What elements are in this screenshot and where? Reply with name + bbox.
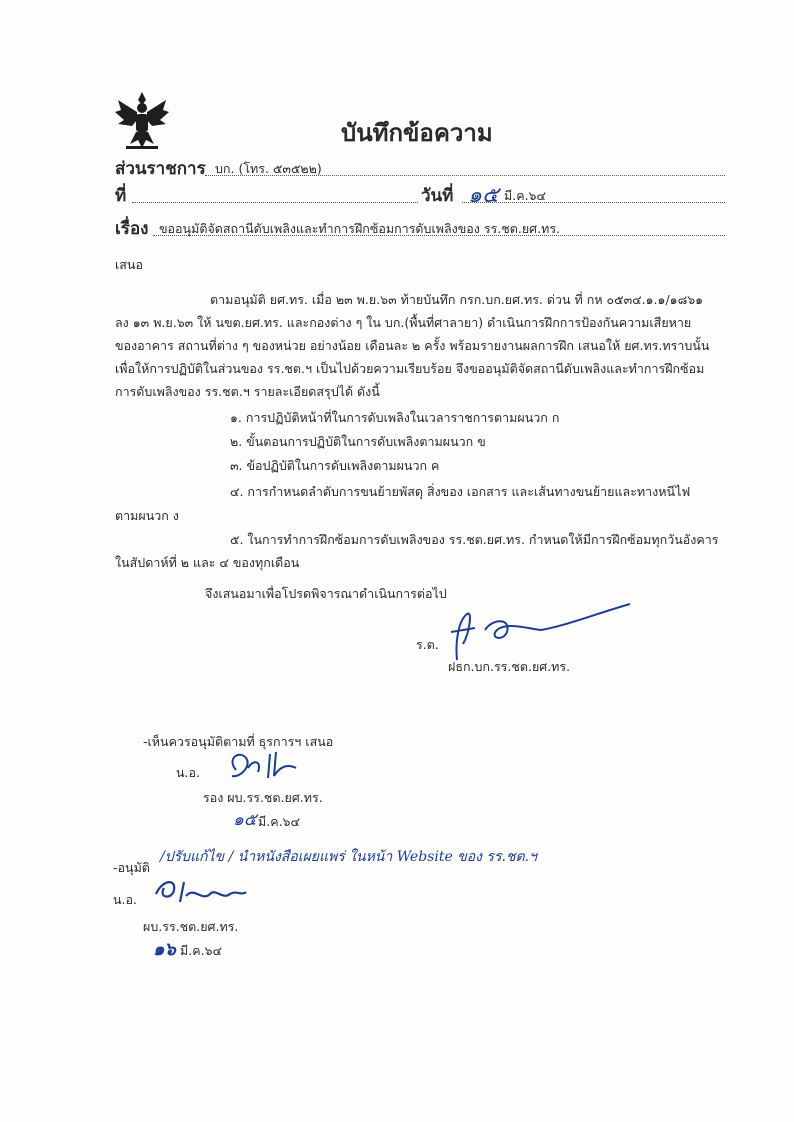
body-line-3: ของอาคาร สถานที่ต่าง ๆ ของหน่วย อย่างน้อย เดือนละ ๒ ครั้ง พร้อมรายงานผลการฝึก เสนอให้ ยศ.ทร.ทราบนั้น [115, 338, 710, 353]
body-line-2: ลง ๑๓ พ.ย.๖๓ ให้ นขต.ยศ.ทร. และกองต่าง ๆ ใน บก.(พื้นที่ศาลายา) ดำเนินการฝึกการป้องกันความเสียหาย [115, 315, 692, 330]
signature-3 [150, 872, 250, 910]
ref-label: ที่ [115, 186, 127, 206]
item-3: ๓. ข้อปฏิบัติในการดับเพลิงตามผนวก ค [230, 458, 440, 473]
garuda-emblem-icon [112, 90, 172, 152]
subject-value: ขออนุมัติจัดสถานีดับเพลิงและทำการฝึกซ้อมการดับเพลิงของ รร.ชต.ยศ.ทร. [159, 221, 561, 236]
endorse1-date: มี.ค.๖๔ [258, 814, 300, 829]
item-1: ๑. การปฏิบัติหน้าที่ในการดับเพลิงในเวลาราชการตามผนวก ก [230, 410, 560, 425]
item-5-line-2: ในสัปดาห์ที่ ๒ และ ๔ ของทุกเดือน [115, 555, 300, 570]
date-label: วันที่ [421, 186, 454, 206]
item-5-line-1: ๕. ในการทำการฝึกซ้อมการดับเพลิงของ รร.ชต.ยศ.ทร. กำหนดให้มีการฝึกซ้อมทุกวันอังคาร [230, 532, 719, 547]
item-4-cont: ตามผนวก ง [115, 508, 179, 523]
date-line [462, 183, 725, 208]
endorse2-handwritten: /ปรับแก้ไข / นำหนังสือเผยแพร่ ในหน้า Website ของ รร.ชต.ฯ [160, 849, 537, 865]
agency-label: ส่วนราชการ [115, 159, 206, 179]
subject-line [153, 218, 725, 236]
agency-line [205, 158, 725, 176]
endorse1-text: -เห็นควรอนุมัติตามที่ ธุรการฯ เสนอ [143, 734, 334, 749]
subject-label: เรื่อง [115, 219, 149, 239]
date-value: มี.ค.๖๔ [504, 188, 546, 203]
ref-line [132, 185, 418, 203]
date-handwritten: ๑๕ [468, 183, 499, 208]
endorse1-rank: น.อ. [176, 765, 200, 780]
endorse2-date: มี.ค.๖๔ [180, 943, 222, 958]
endorse1-position: รอง ผบ.รร.ชต.ยศ.ทร. [203, 790, 323, 805]
body-line-5: การดับเพลิงของ รร.ชต.ฯ รายละเอียดสรุปได้ ดังนี้ [115, 384, 380, 399]
endorse2-position: ผบ.รร.ชต.ยศ.ทร. [143, 919, 239, 934]
memo-title: บันทึกข้อความ [341, 119, 493, 147]
item-2: ๒. ขั้นตอนการปฏิบัติในการดับเพลิงตามผนวก ข [230, 434, 486, 449]
salutation: เสนอ [115, 257, 143, 272]
body-line-1: ตามอนุมัติ ยศ.ทร. เมื่อ ๒๓ พ.ย.๖๓ ท้ายบันทึก กรก.บก.ยศ.ทร. ด่วน ที่ กห ๐๕๓๔.๑.๑/๑๘๖๑ [210, 292, 704, 307]
agency-value: บก. (โทร. ๕๓๕๒๒) [215, 161, 322, 176]
body-line-4: เพื่อให้การปฏิบัติในส่วนของ รร.ชต.ฯ เป็นไปด้วยความเรียบร้อย จึงขออนุมัติจัดสถานีดับเพลิงและทำการฝึกซ้อม [115, 361, 705, 376]
sign-position: ฝธก.บก.รร.ชต.ยศ.ทร. [448, 659, 571, 674]
endorse2-rank: น.อ. [113, 892, 137, 907]
endorse1-date-hand: ๑๕ [233, 810, 257, 830]
signature-2 [222, 748, 302, 788]
item-4: ๔. การกำหนดลำดับการขนย้ายพัสดุ สิ่งของ เอกสาร และเส้นทางขนย้ายและทางหนีไฟ [230, 484, 691, 499]
endorse2-date-hand: ๑๖ [153, 939, 176, 960]
sign-rank: ร.ต. [416, 637, 439, 652]
endorse2-label: -อนุมัติ [113, 860, 150, 875]
closing: จึงเสนอมาเพื่อโปรดพิจารณาดำเนินการต่อไป [205, 586, 447, 601]
